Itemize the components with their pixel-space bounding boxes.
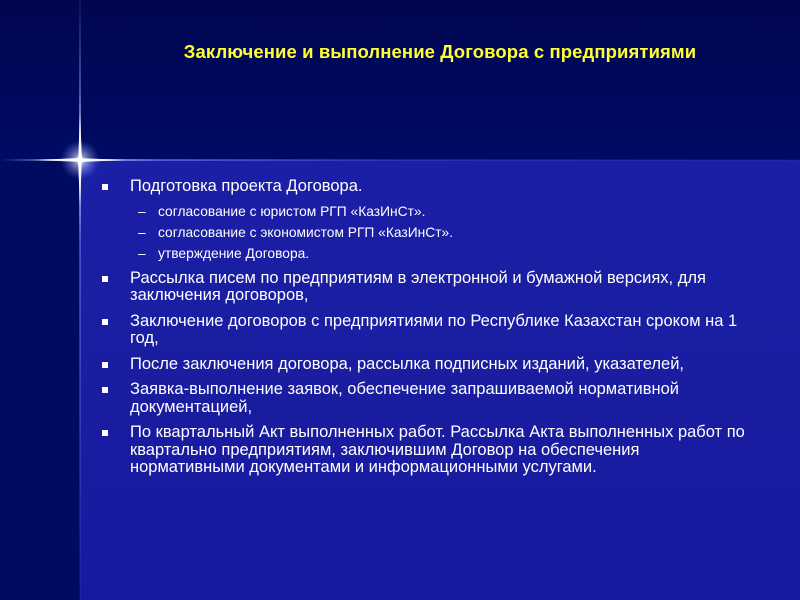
sub-item	[130, 224, 750, 241]
bullet-text: После заключения договора, рассылка подписных изданий, указателей,	[130, 354, 685, 373]
vertical-light-line	[79, 0, 81, 600]
sub-item-text: утверждение Договора.	[158, 245, 310, 261]
bullet-text: По квартальный Акт выполненных работ. Рассылка Акта выполненных работ по квартально предприятиям, заключившим Договор на обеспечения нормативными документами и информационными услугами.	[130, 423, 745, 476]
dash-marker: –	[138, 245, 146, 261]
square-bullet-icon	[102, 184, 108, 190]
square-bullet-icon	[102, 362, 108, 368]
square-bullet-icon	[102, 276, 108, 282]
dash-marker: –	[138, 224, 146, 240]
bullet-item	[100, 424, 750, 477]
bullet-text: Рассылка писем по предприятиям в электронной и бумажной версиях, для заключения договоров,	[130, 268, 706, 304]
sub-item-text: согласование с экономистом РГП «КазИнСт».	[158, 224, 454, 240]
bullet-list	[100, 178, 750, 485]
sub-item	[130, 203, 750, 220]
bullet-item	[100, 381, 750, 416]
bullet-text: Заключение договоров с предприятиями по Республике Казахстан сроком на 1 год,	[130, 311, 738, 347]
sub-item-text: согласование с юристом РГП «КазИнСт».	[158, 203, 426, 219]
sub-list	[130, 203, 750, 262]
bullet-item	[100, 356, 750, 374]
square-bullet-icon	[102, 430, 108, 436]
bullet-text: Заявка-выполнение заявок, обеспечение запрашиваемой нормативной документацией,	[130, 380, 679, 416]
bullet-item	[100, 178, 750, 262]
square-bullet-icon	[102, 387, 108, 393]
horizontal-light-line	[0, 159, 800, 161]
square-bullet-icon	[102, 319, 108, 325]
bullet-text: Подготовка проекта Договора.	[130, 177, 363, 195]
left-strip	[0, 160, 80, 600]
dash-marker: –	[138, 203, 146, 219]
slide-title: Заключение и выполнение Договора с предприятиями	[183, 41, 697, 62]
bullet-item	[100, 270, 750, 305]
sub-item	[130, 245, 750, 262]
title-band	[0, 0, 800, 160]
bullet-item	[100, 313, 750, 348]
